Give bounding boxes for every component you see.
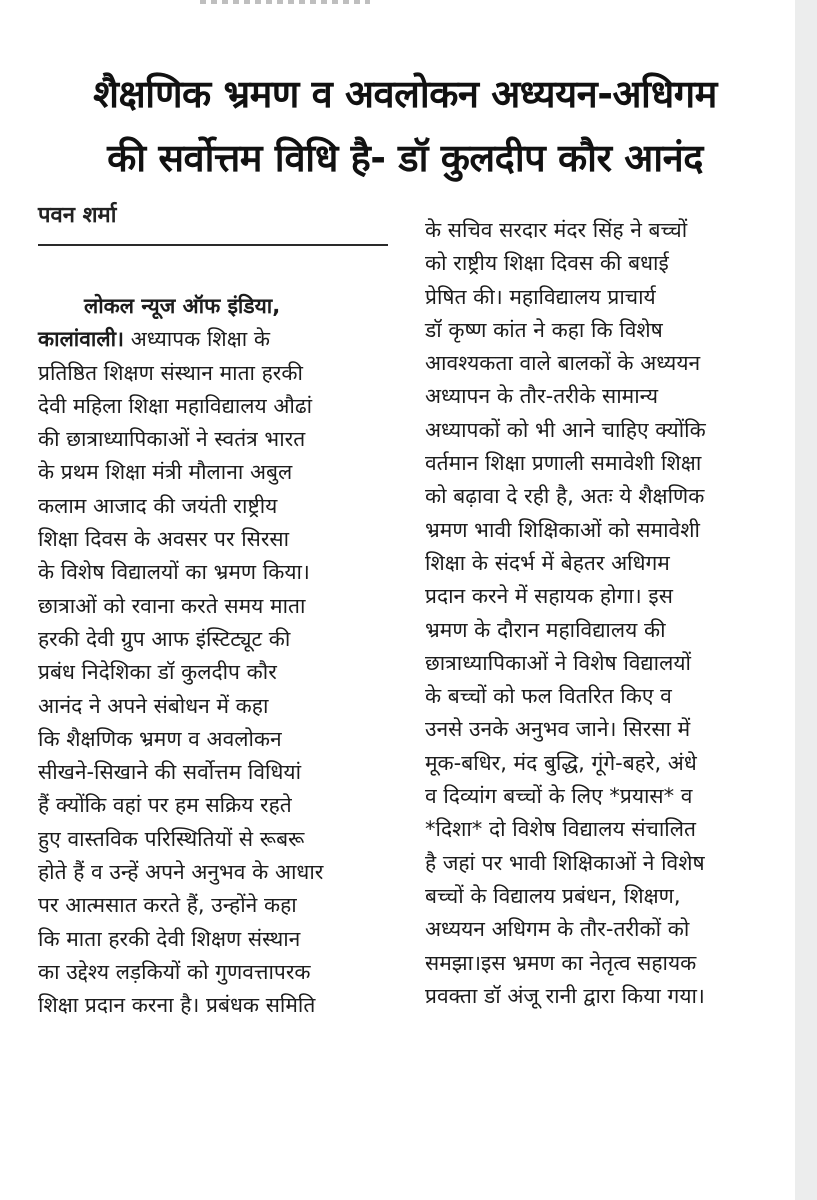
article-line: का उद्देश्य लड़कियों को गुणवत्तापरक	[38, 959, 311, 984]
headline-line-2: की सर्वोत्तम विधि है- डॉ कुलदीप कौर आनंद	[107, 136, 703, 180]
article-line: व दिव्यांग बच्चों के लिए *प्रयास* व	[425, 784, 693, 809]
dateline-place: कालांवाली।	[38, 327, 124, 352]
article-line: शिक्षा प्रदान करना है। प्रबंधक समिति	[38, 993, 316, 1018]
article-line: अध्यापकों को भी आने चाहिए क्योंकि	[425, 417, 706, 442]
article-line: है जहां पर भावी शिक्षिकाओं ने विशेष	[425, 850, 705, 875]
article-line: के सचिव सरदार मंदर सिंह ने बच्चों	[425, 218, 688, 242]
article-line: कलाम आजाद की जयंती राष्ट्रीय	[38, 493, 278, 518]
article-line: हुए वास्तविक परिस्थितियों से रूबरू	[38, 826, 305, 851]
article-column-right	[425, 214, 777, 1013]
article-line: को बढ़ावा दे रही है, अतः ये शैक्षणिक	[425, 484, 705, 509]
article-column-left	[38, 290, 390, 1023]
article-line: अध्ययन अधिगम के तौर-तरीकों को	[425, 917, 690, 942]
byline: पवन शर्मा	[38, 203, 117, 228]
article-line: हैं क्योंकि वहां पर हम सक्रिय रहते	[38, 793, 292, 818]
dateline-source: लोकल न्यूज ऑफ इंडिया,	[84, 294, 281, 318]
headline	[10, 62, 800, 190]
article-line: की छात्राध्यापिकाओं ने स्वतंत्र भारत	[38, 427, 306, 452]
article-line: बच्चों के विद्यालय प्रबंधन, शिक्षण,	[425, 883, 681, 908]
article-line: पर आत्मसात करते हैं, उन्होंने कहा	[38, 893, 297, 918]
article-line: शिक्षा दिवस के अवसर पर सिरसा	[38, 527, 290, 552]
article-line: *दिशा* दो विशेष विद्यालय संचालित	[425, 817, 696, 842]
article-line: भ्रमण के दौरान महाविद्यालय की	[425, 617, 666, 642]
article-line: के विशेष विद्यालयों का भ्रमण किया।	[38, 560, 310, 585]
article-line: देवी महिला शिक्षा महाविद्यालय औढां	[38, 393, 313, 418]
article-line: कि माता हरकी देवी शिक्षण संस्थान	[38, 926, 301, 951]
article-line: को राष्ट्रीय शिक्षा दिवस की बधाई	[425, 251, 669, 276]
article-line: प्रेषित की। महाविद्यालय प्राचार्य	[425, 284, 656, 309]
article-line: डॉ कृष्ण कांत ने कहा कि विशेष	[425, 317, 663, 342]
article-line: प्रवक्ता डॉ अंजू रानी द्वारा किया गया।	[425, 983, 705, 1008]
article-line: प्रदान करने में सहायक होगा। इस	[425, 584, 673, 609]
article-line: आनंद ने अपने संबोधन में कहा	[38, 693, 269, 718]
article-line: आवश्यकता वाले बालकों के अध्ययन	[425, 351, 701, 376]
article-line: अध्यापन के तौर-तरीके सामान्य	[425, 384, 659, 409]
headline-line-1: शैक्षणिक भ्रमण व अवलोकन अध्ययन-अधिगम	[93, 72, 717, 116]
article-line-text: अध्यापक शिक्षा के	[130, 327, 270, 352]
dateline-line	[38, 290, 390, 323]
article-line: प्रतिष्ठित शिक्षण संस्थान माता हरकी	[38, 360, 303, 385]
article-line	[38, 323, 390, 356]
article-line: वर्तमान शिक्षा प्रणाली समावेशी शिक्षा	[425, 451, 702, 476]
article-line: शिक्षा के संदर्भ में बेहतर अधिगम	[425, 550, 670, 575]
cropped-previous-text	[200, 0, 370, 4]
article-line: हरकी देवी ग्रुप आफ इंस्टिट्यूट की	[38, 626, 291, 651]
article-line: कि शैक्षणिक भ्रमण व अवलोकन	[38, 726, 282, 751]
article-line: के बच्चों को फल वितरित किए व	[425, 684, 672, 709]
article-line: भ्रमण भावी शिक्षिकाओं को समावेशी	[425, 517, 700, 542]
article-line: उनसे उनके अनुभव जाने। सिरसा में	[425, 717, 691, 742]
article-line: होते हैं व उन्हें अपने अनुभव के आधार	[38, 860, 324, 885]
article-line: सीखने-सिखाने की सर्वोत्तम विधियां	[38, 760, 302, 785]
article-line: मूक-बधिर, मंद बुद्धि, गूंगे-बहरे, अंधे	[425, 750, 697, 775]
article-line: समझा।इस भ्रमण का नेतृत्व सहायक	[425, 950, 697, 975]
article-line: के प्रथम शिक्षा मंत्री मौलाना अबुल	[38, 460, 293, 485]
article-line: छात्राओं को रवाना करते समय माता	[38, 593, 306, 618]
byline-divider	[38, 244, 388, 246]
article-line: प्रबंध निदेशिका डॉ कुलदीप कौर	[38, 660, 277, 685]
article-line: छात्राध्यापिकाओं ने विशेष विद्यालयों	[425, 650, 691, 675]
